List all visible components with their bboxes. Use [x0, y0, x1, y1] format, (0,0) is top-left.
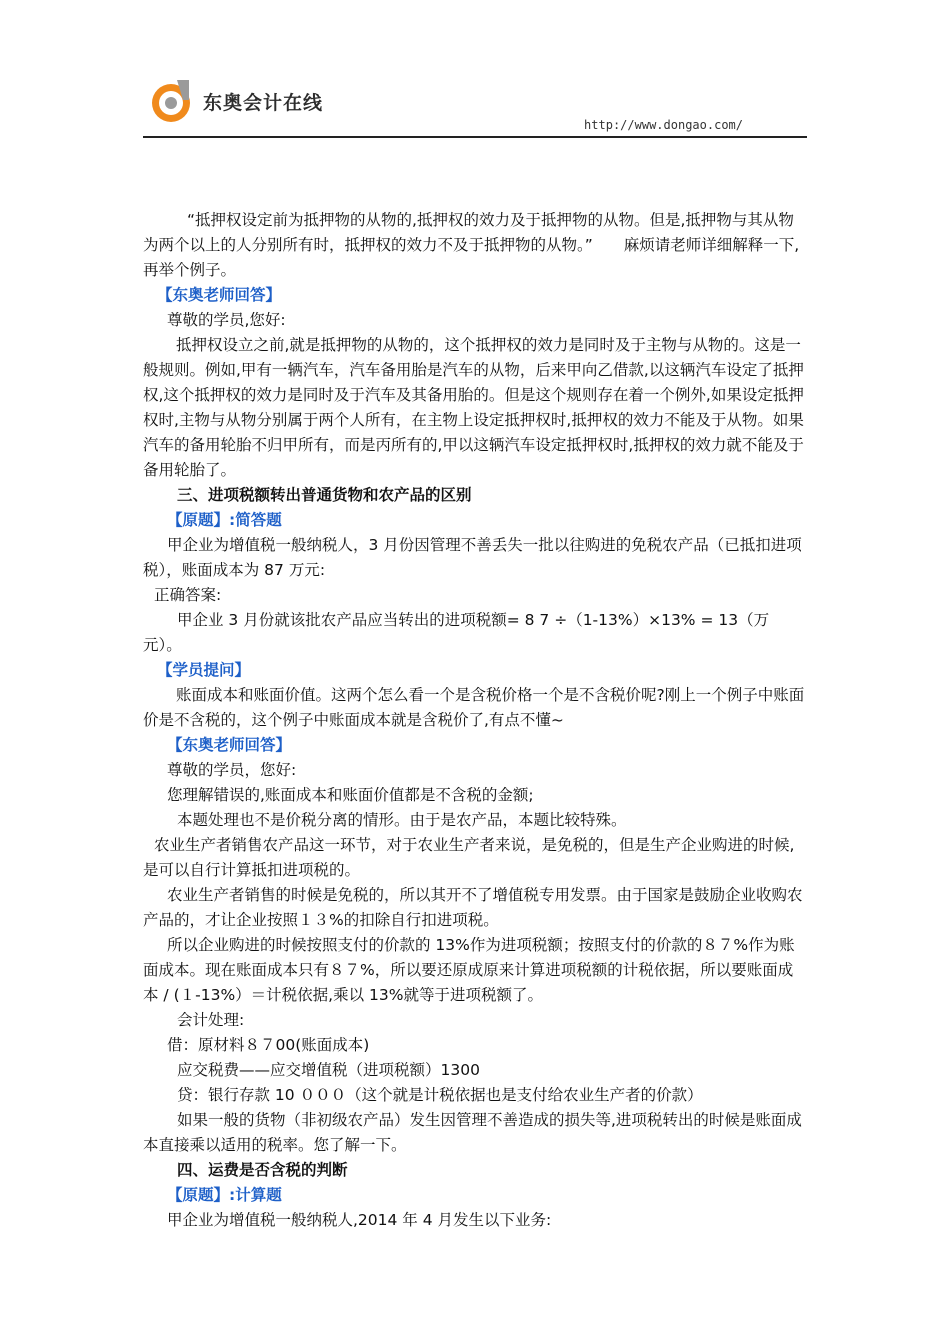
- correct-answer-label: 正确答案:: [154, 586, 222, 604]
- journal-debit: 借：原材料８７00(账面成本): [167, 1036, 370, 1054]
- answer-line-4: 农业生产者销售的时候是免税的，所以其开不了增值税专用发票。由于国家是鼓励企业收购农产品的，才让企业按照１３%的扣除自行扣进项税。: [143, 886, 803, 929]
- teacher-answer-label-2: 【东奥老师回答】: [167, 736, 292, 754]
- original-question-label-2: 【原题】:计算题: [167, 1186, 282, 1204]
- greeting-2: 尊敬的学员，您好:: [167, 761, 297, 779]
- original-question-label: 【原题】:简答题: [167, 511, 282, 529]
- answer-line-6: 如果一般的货物（非初级农产品）发生因管理不善造成的损失等,进项税转出的时候是账面成本直接乘以适用的税率。您了解一下。: [143, 1111, 802, 1154]
- article-body: [143, 208, 807, 1233]
- answer-paragraph: 抵押权设立之前,就是抵押物的从物的，这个抵押权的效力是同时及于主物与从物的。这是一般规则。例如,甲有一辆汽车，汽车备用胎是汽车的从物，后来甲向乙借款,以这辆汽车设定了抵押权,这个抵押权的效力是同时及于汽车及其备用胎的。但是这个规则存在着一个例外,如果设定抵押权时,主物与从物分别属于两个人所有，在主物上设定抵押权时,抵押权的效力不能及于从物。如果汽车的备用轮胎不归甲所有，而是丙所有的,甲以这辆汽车设定抵押权时,抵押权的效力就不能及于备用轮胎了。: [143, 336, 804, 479]
- question-paragraph: “抵押权设定前为抵押物的从物的,抵押权的效力及于抵押物的从物。但是,抵押物与其从物为两个以上的人分别所有时，抵押权的效力不及于抵押物的从物。” 麻烦请老师详细解释一下,再举个例子。: [143, 211, 800, 279]
- accounting-label: 会计处理:: [177, 1011, 245, 1029]
- student-question-label: 【学员提问】: [157, 661, 251, 679]
- greeting: 尊敬的学员,您好:: [167, 311, 286, 329]
- header-divider: [143, 136, 807, 138]
- question-text-2: 甲企业为增值税一般纳税人,2014 年 4 月发生以下业务:: [167, 1211, 552, 1229]
- site-url[interactable]: http://www.dongao.com/: [584, 118, 743, 132]
- question-text: 甲企业为增值税一般纳税人，3 月份因管理不善丢失一批以往购进的免税农产品（已抵扣进项税），账面成本为 87 万元:: [143, 536, 802, 579]
- section-heading-4: 四、运费是否含税的判断: [177, 1161, 348, 1179]
- brand-logo[interactable]: [143, 72, 343, 128]
- section-heading-3: 三、进项税额转出普通货物和农产品的区别: [177, 486, 472, 504]
- teacher-answer-label: 【东奥老师回答】: [157, 286, 282, 304]
- answer-line-2: 本题处理也不是价税分离的情形。由于是农产品，本题比较特殊。: [177, 811, 627, 829]
- correct-answer-text: 甲企业 3 月份就该批农产品应当转出的进项税额= 8 7 ÷（1-13%）×13% = 13（万元）。: [143, 611, 770, 654]
- journal-tax: 应交税费——应交增值税（进项税额）1300: [177, 1061, 480, 1079]
- dongao-logo-icon: [149, 78, 195, 124]
- page-header: [143, 70, 807, 138]
- answer-line-3: 农业生产者销售农产品这一环节，对于农业生产者来说，是免税的，但是生产企业购进的时候,是可以自行计算抵扣进项税的。: [143, 836, 795, 879]
- answer-line-1: 您理解错误的,账面成本和账面价值都是不含税的金额;: [167, 786, 534, 804]
- answer-line-5: 所以企业购进的时候按照支付的价款的 13%作为进项税额；按照支付的价款的８７%作为账面成本。现在账面成本只有８７%，所以要还原成原来计算进项税额的计税依据，所以要账面成本 / (１-13%）＝计税依据,乘以 13%就等于进项税额了。: [143, 936, 795, 1004]
- journal-credit: 贷：银行存款 10 ０００（这个就是计税依据也是支付给农业生产者的价款）: [177, 1086, 703, 1104]
- student-question-text: 账面成本和账面价值。这两个怎么看一个是含税价格一个是不含税价呢?刚上一个例子中账面价是不含税的，这个例子中账面成本就是含税价了,有点不懂~: [143, 686, 805, 729]
- brand-name: 东奥会计在线: [203, 92, 324, 114]
